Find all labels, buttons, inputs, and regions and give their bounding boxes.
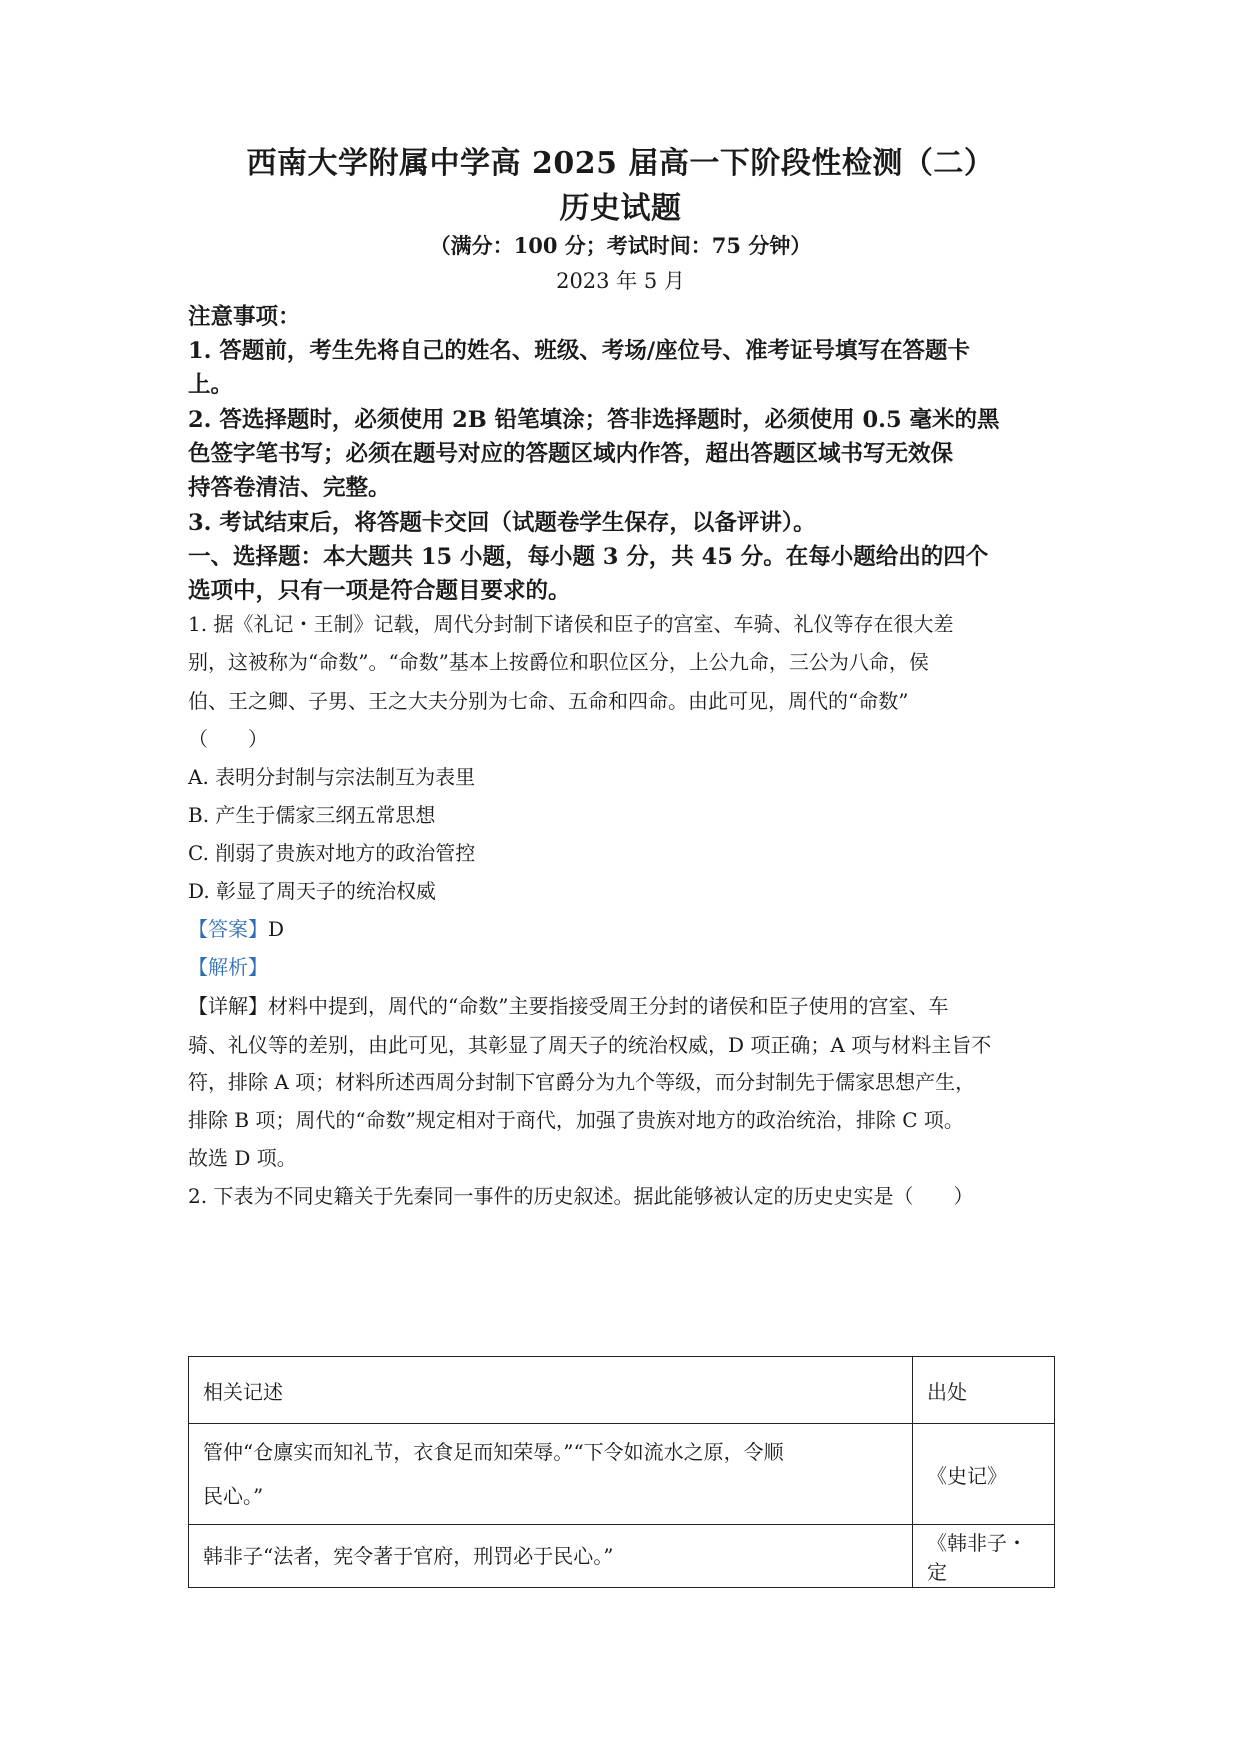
- notice-line: 持答卷清洁、完整。: [188, 475, 391, 501]
- notice-line: 1. 答题前，考生先将自己的姓名、班级、考场/座位号、准考证号填写在答题卡: [188, 338, 971, 364]
- notice-heading: 注意事项：: [188, 304, 301, 330]
- table-cell-source: 《韩非子・定: [913, 1525, 1055, 1588]
- q1-detail-line: 排除 B 项；周代的“命数”规定相对于商代，加强了贵族对地方的政治统治，排除 C 项。: [188, 1108, 964, 1132]
- table-cell-line: 韩非子“法者，宪令著于官府，刑罚必于民心。”: [203, 1544, 614, 1568]
- q1-detail-line: 【详解】材料中提到，周代的“命数”主要指接受周王分封的诸侯和臣子使用的宫室、车: [188, 994, 949, 1018]
- notice-line: 2. 答选择题时，必须使用 2B 铅笔填涂；答非选择题时，必须使用 0.5 毫米的黑: [188, 407, 1000, 433]
- table-header-cell: 出处: [913, 1357, 1055, 1424]
- table-cell: [189, 1525, 913, 1588]
- exam-date: 2023 年 5 月: [556, 269, 685, 293]
- table-cell-source: 《史记》: [913, 1424, 1055, 1525]
- q1-detail-line: 故选 D 项。: [188, 1146, 297, 1170]
- q2-stem: 2. 下表为不同史籍关于先秦同一事件的历史叙述。据此能够被认定的历史史实是（ ）: [188, 1184, 974, 1208]
- q1-option-c: C. 削弱了贵族对地方的政治管控: [188, 841, 476, 865]
- score-time: （满分：100 分；考试时间：75 分钟）: [429, 233, 812, 258]
- answer-value: D: [268, 917, 285, 941]
- q1-option-b: B. 产生于儒家三纲五常思想: [188, 803, 436, 827]
- subject-title: 历史试题: [559, 191, 682, 226]
- section-heading: 选项中，只有一项是符合题目要求的。: [188, 578, 571, 604]
- table-header-cell: 相关记述: [189, 1357, 913, 1424]
- q1-option-d: D. 彰显了周天子的统治权威: [188, 879, 437, 903]
- q1-detail-line: 符，排除 A 项；材料所述西周分封制下官爵分为九个等级，而分封制先于儒家思想产生，: [188, 1070, 976, 1094]
- table-cell-line: 民心。”: [203, 1484, 264, 1508]
- analysis-tag: 【解析】: [188, 955, 268, 979]
- q1-answer: [188, 913, 1058, 942]
- q1-option-a: A. 表明分封制与宗法制互为表里: [188, 765, 476, 789]
- table-cell-line: 管仲“仓廪实而知礼节，衣食足而知荣辱。”“下令如流水之原，令顺: [203, 1440, 784, 1464]
- table-row: [189, 1424, 1055, 1525]
- q2-table: [188, 1356, 1055, 1588]
- notice-line: 3. 考试结束后，将答题卡交回（试题卷学生保存，以备评讲）。: [188, 510, 816, 536]
- q1-stem-line: （ ）: [188, 727, 268, 751]
- q1-stem-line: 伯、王之卿、子男、王之大夫分别为七命、五命和四命。由此可见，周代的“命数”: [188, 689, 909, 713]
- q1-stem-line: 别，这被称为“命数”。“命数”基本上按爵位和职位区分，上公九命，三公为八命，侯: [188, 650, 929, 674]
- notice-line: 色签字笔书写；必须在题号对应的答题区域内作答，超出答题区域书写无效保: [188, 441, 954, 467]
- table-cell: [189, 1424, 913, 1525]
- exam-title: 西南大学附属中学高 2025 届高一下阶段性检测（二）: [246, 146, 995, 181]
- notice-line: 上。: [188, 372, 234, 398]
- table-row: [189, 1525, 1055, 1588]
- table-header-row: [189, 1357, 1055, 1424]
- answer-tag: 【答案】: [188, 917, 268, 941]
- q1-detail-line: 骑、礼仪等的差别，由此可见，其彰显了周天子的统治权威，D 项正确；A 项与材料主旨不: [188, 1033, 992, 1057]
- section-heading: 一、选择题：本大题共 15 小题，每小题 3 分，共 45 分。在每小题给出的四个: [188, 544, 989, 570]
- q1-stem-line: 1. 据《礼记・王制》记载，周代分封制下诸侯和臣子的宫室、车骑、礼仪等存在很大差: [188, 612, 954, 636]
